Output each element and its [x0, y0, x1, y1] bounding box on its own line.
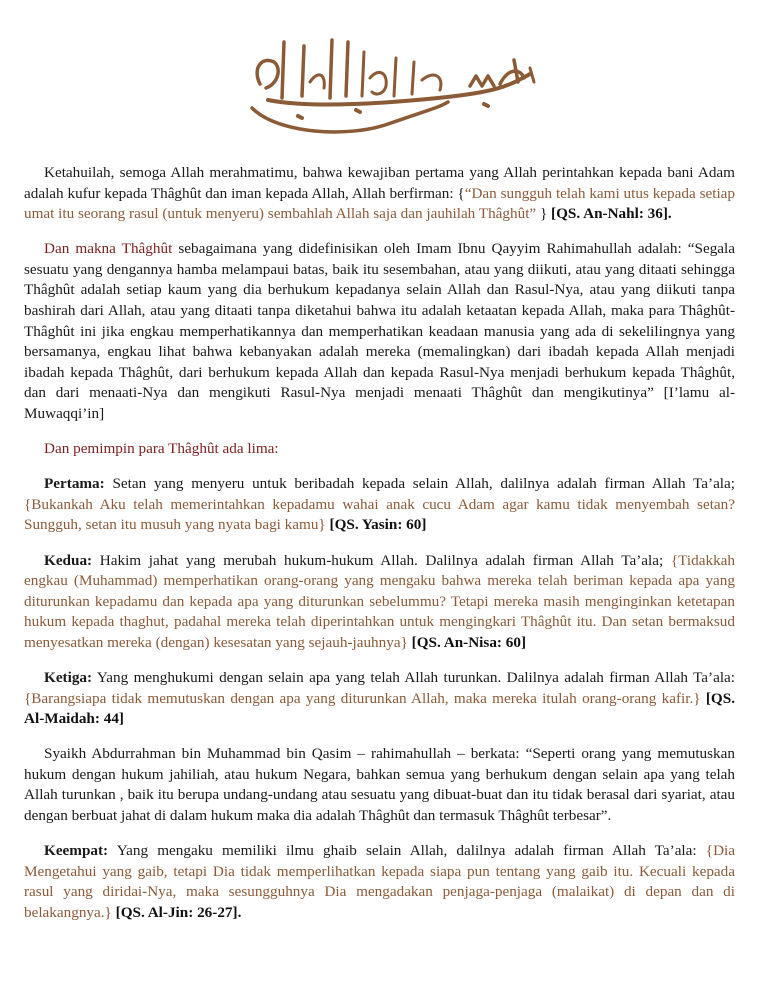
- quote-an-nisa: {Tidakkah engkau (Muhammad) memperhatikan orang-orang yang mengaku bahwa mereka telah beriman kepada apa yang diturunkan kepadamu dan kepada apa yang diturunkan sebelummu? Tetapi mereka masih menginginkan ketetapan hukum kepada thaghut, padahal mereka telah diperintahkan untuk mengingkari Thâghût itu. Dan setan bermaksud menyesatkan mereka (dengan) kesesatan yang sejauh-jauhnya}: [24, 551, 735, 651]
- paragraph-keempat: Keempat: Yang mengaku memiliki ilmu ghaib selain Allah, dalilnya adalah firman Allah Ta’ala: {Dia Mengetahui yang gaib, tetapi Dia tidak memperlihatkan kepada siapa pun tentang yang gaib itu. Kecuali kepada rasul yang diridai-Nya, maka sesungguhnya Dia mengadakan penjaga-penjaga (malaikat) di depan dan di belakangnya.} [QS. Al-Jin: 26-27].: [24, 842, 735, 921]
- quote-al-jin: {Dia Mengetahui yang gaib, tetapi Dia tidak memperlihatkan kepada siapa pun tentang yang gaib itu. Kecuali kepada rasul yang diridai-Nya, maka sesungguhnya Dia mengadakan penjaga-penjaga (malaikat) di depan dan di belakangnya.}: [24, 842, 735, 921]
- paragraph-ketiga: Ketiga: Yang menghukumi dengan selain apa yang telah Allah turunkan. Dalilnya adalah firman Allah Ta’ala: {Barangsiapa tidak memutuskan dengan apa yang diturunkan Allah, maka mereka itulah orang-orang kafir.} [QS. Al-Maidah: 44]: [24, 668, 735, 728]
- label-ketiga: Ketiga:: [44, 668, 93, 686]
- paragraph-definition: Dan makna Thâghût sebagaimana yang didefinisikan oleh Imam Ibnu Qayyim Rahimahullah adalah: “Segala sesuatu yang dengannya hamba melampaui batas, baik itu sesembahan, atau yang diikuti, atau yang ditaati sehingga Thâghût adalah setiap kaum yang dia berhukum kepadanya selain Allah dan Rasul-Nya, atau yang diikuti tanpa bashirah dari Allah, atau yang ditaati tanpa diketahui bahwa itu adalah ketaatan kepada Allah, maka para Thâghût-Thâghût ini jika engkau memperhatikannya dan memperhatikan keadaan manusia yang ada di sekelilingnya yang bersamanya, engkau lihat bahwa kebanyakan adalah mereka (memalingkan) dari ibadah kepada Allah menjadi ibadah kepada Thâghût, dari berhukum kepada Allah dan kepada Rasul-Nya menjadi berhukum kepada Thâghût, dan dari menaati-Nya dan mengikuti Rasul-Nya menjadi menaati Thâghût dan mengikutinya” [I’lamu al-Muwaqqi’in]: [24, 240, 735, 423]
- quote-yasin: {Bukankah Aku telah memerintahkan kepadamu wahai anak cucu Adam agar kamu tidak menyembah setan? Sungguh, setan itu musuh yang nyata bagi kamu}: [24, 495, 735, 534]
- paragraph-leaders-heading: Dan pemimpin para Thâghût ada lima:: [44, 440, 279, 458]
- label-pertama: Pertama:: [44, 475, 105, 493]
- paragraph-syaikh-quote: Syaikh Abdurrahman bin Muhammad bin Qasim – rahimahullah – berkata: “Seperti orang yang memutuskan hukum dengan hukum jahiliah, atau hukum Negara, bahkan semua yang berhukum dengan selain apa yang telah Allah turunkan , baik itu berupa undang-undang atau sesuatu yang dibuat-buat dan itu tidak berasal dari syariat, atau dengan berbuat jahat di dalam hukum maka dia adalah Thâghût dan termasuk Thâghût terbesar”.: [24, 745, 735, 825]
- quote-al-maidah: {Barangsiapa tidak memutuskan dengan apa yang diturunkan Allah, maka mereka itulah orang-orang kafir.}: [24, 689, 701, 707]
- paragraph-pertama: Pertama: Setan yang menyeru untuk beribadah kepada selain Allah, dalilnya adalah firman Allah Ta’ala; {Bukankah Aku telah memerintahkan kepadamu wahai anak cucu Adam agar kamu tidak menyembah setan? Sungguh, setan itu musuh yang nyata bagi kamu} [QS. Yasin: 60]: [24, 475, 735, 534]
- ref-yasin: [QS. Yasin: 60]: [325, 516, 427, 534]
- label-kedua: Kedua:: [44, 551, 93, 569]
- label-keempat: Keempat:: [44, 842, 109, 860]
- quote-an-nahl: “Dan sungguh telah kami utus kepada setiap umat itu seorang rasul (untuk menyeru) sembahlah Allah saja dan jauhilah Thâghût”: [24, 184, 735, 223]
- paragraph-intro: Ketahuilah, semoga Allah merahmatimu, bahwa kewajiban pertama yang Allah perintahkan kepada bani Adam adalah kufur kepada Thâghût dan iman kepada Allah, Allah berfirman: {“Dan sungguh telah kami utus kepada setiap umat itu seorang rasul (untuk menyeru) sembahlah Allah saja dan jauhilah Thâghût” } [QS. An-Nahl: 36].: [24, 164, 735, 223]
- bismillah-calligraphy: [238, 12, 538, 140]
- ref-an-nahl: [QS. An-Nahl: 36].: [551, 205, 672, 223]
- article-body: [24, 163, 735, 938]
- ref-al-jin: [QS. Al-Jin: 26-27].: [111, 903, 242, 921]
- paragraph-kedua: Kedua: Hakim jahat yang merubah hukum-hukum Allah. Dalilnya adalah firman Allah Ta’ala; {Tidakkah engkau (Muhammad) memperhatikan orang-orang yang mengaku bahwa mereka telah beriman kepada apa yang diturunkan kepadamu dan kepada apa yang diturunkan sebelummu? Tetapi mereka masih menginginkan ketetapan hukum kepada thaghut, padahal mereka telah diperintahkan untuk mengingkari Thâghût itu. Dan setan bermaksud menyesatkan mereka (dengan) kesesatan yang sejauh-jauhnya} [QS. An-Nisa: 60]: [24, 551, 735, 651]
- ref-al-maidah: [QS. Al-Maidah: 44]: [24, 689, 735, 728]
- ref-an-nisa: [QS. An-Nisa: 60]: [407, 633, 527, 651]
